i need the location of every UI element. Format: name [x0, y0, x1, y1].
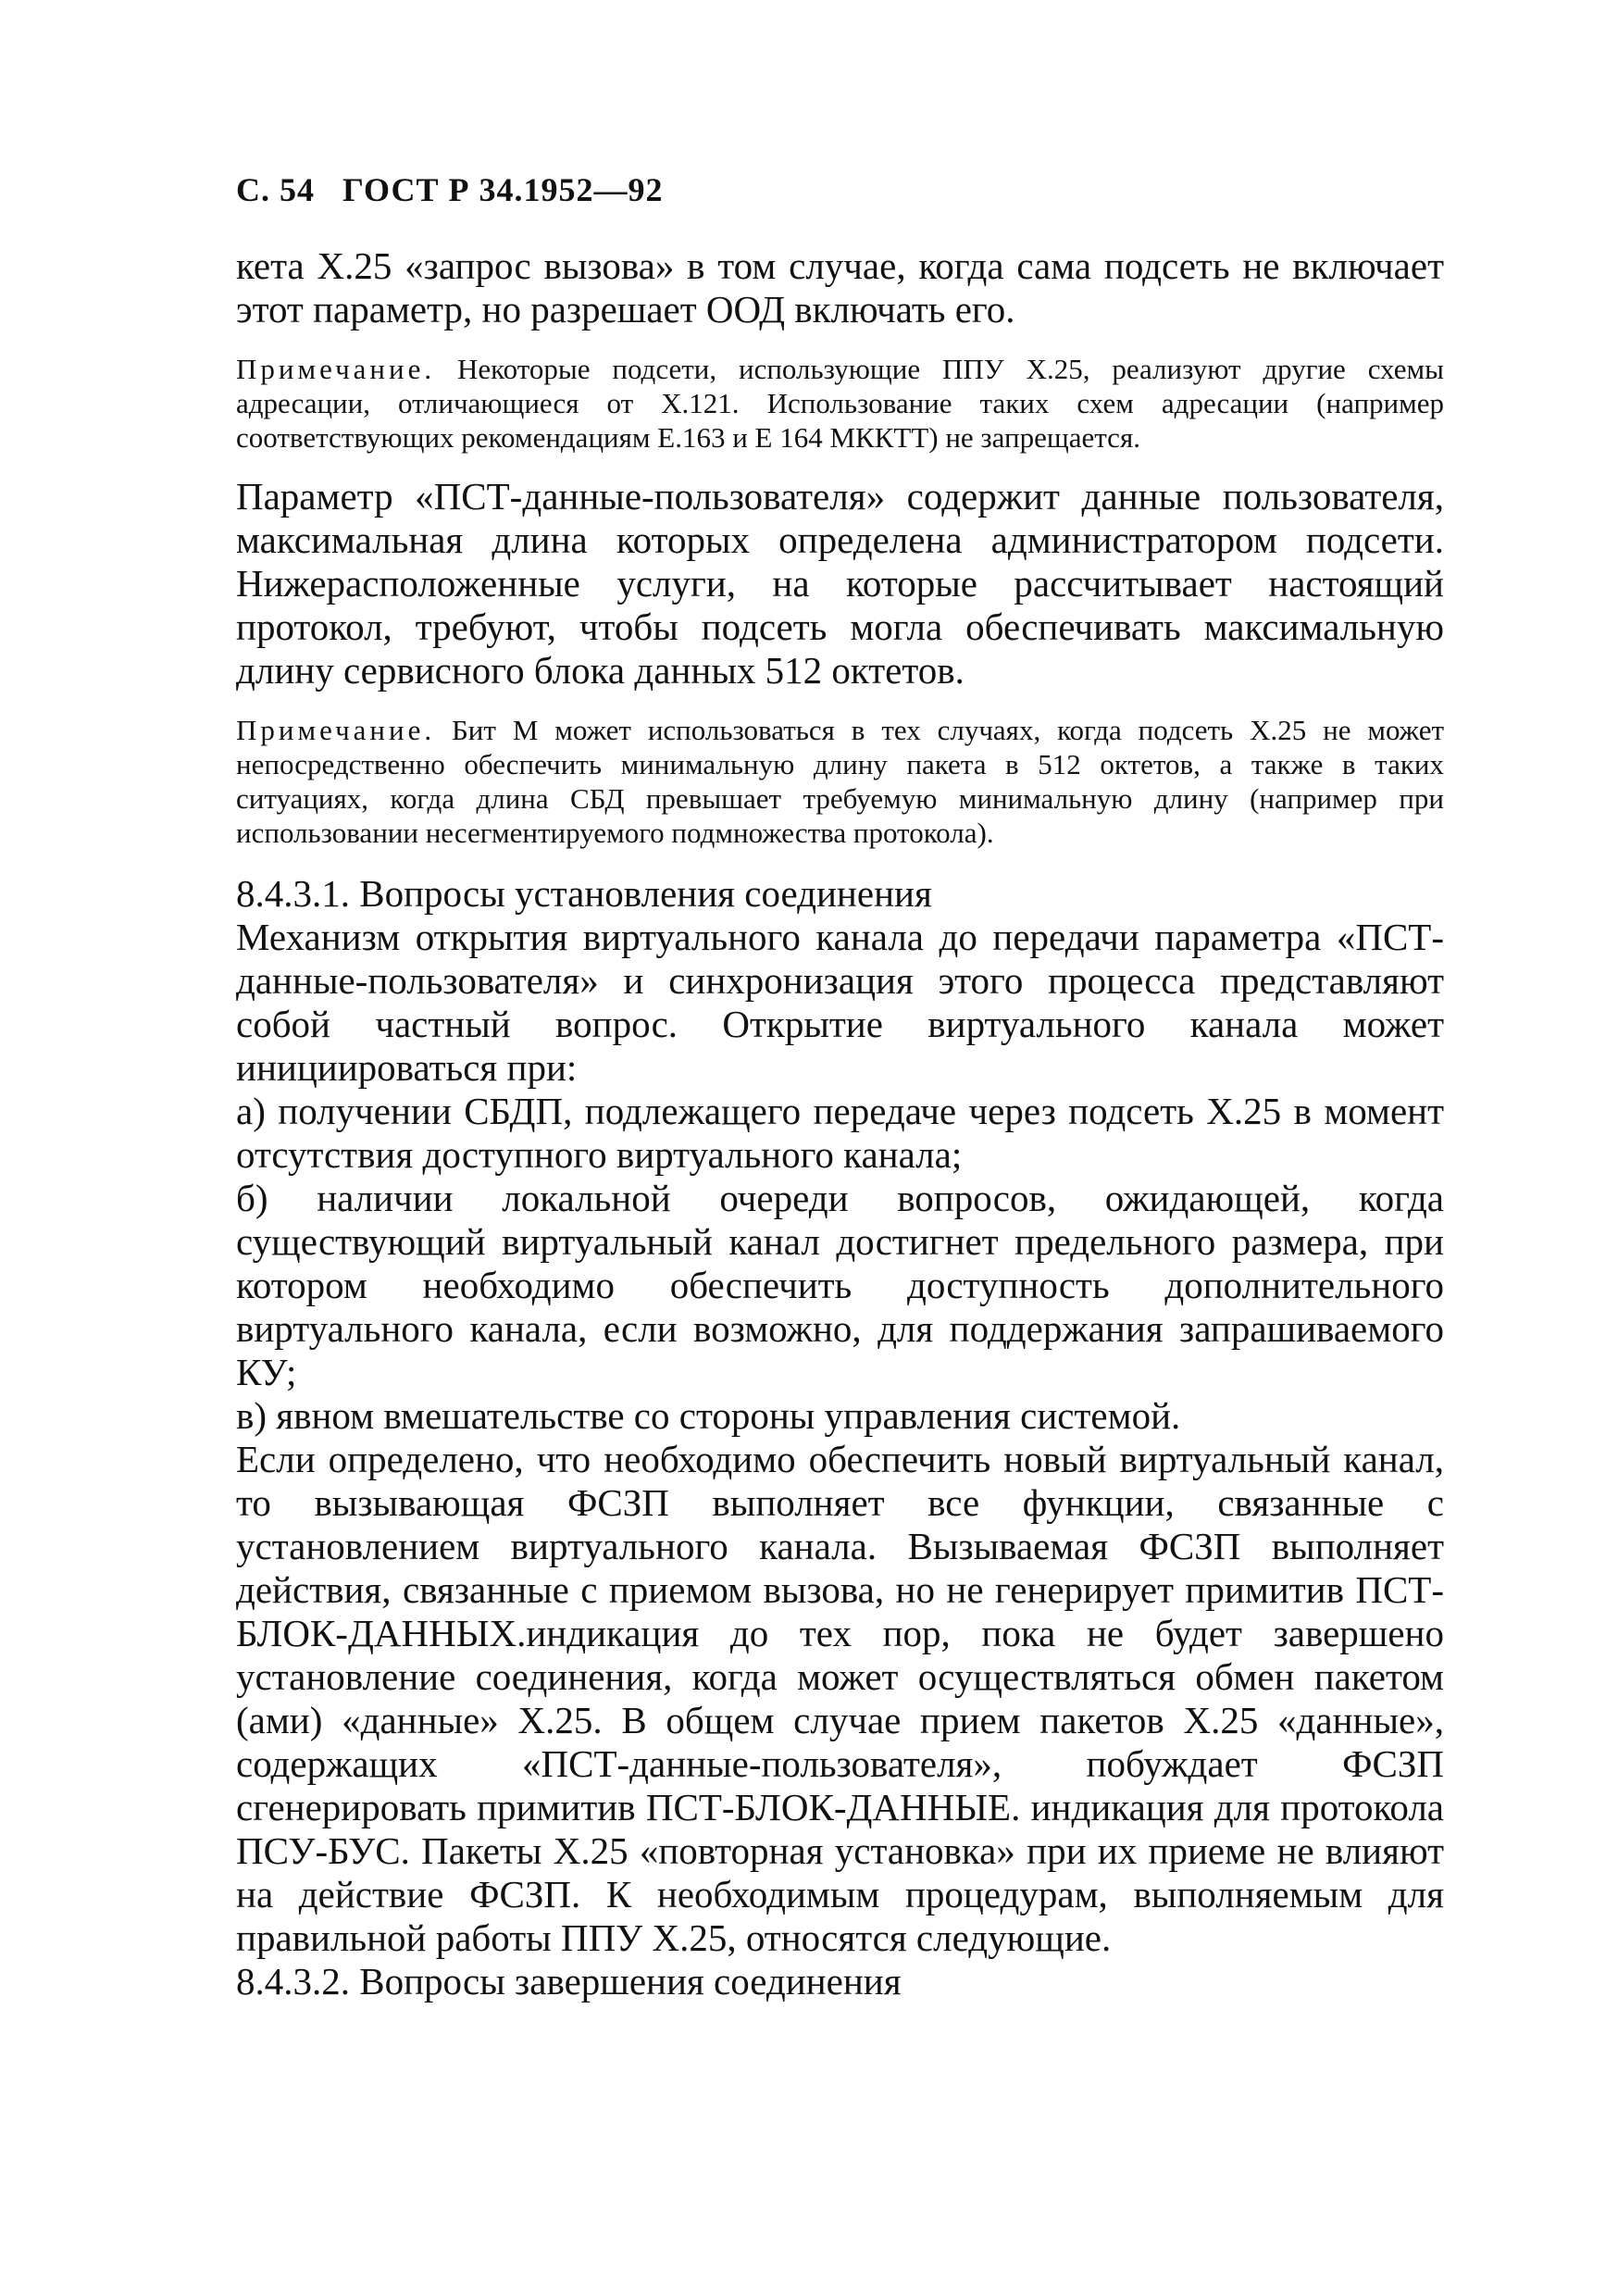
page-header [236, 167, 1444, 213]
paragraph-2: Параметр «ПСТ-данные-пользователя» содержит данные пользователя, максимальная длина которых определена администратором подсети. Нижерасположенные услуги, на которые рассчитывает настоящий протокол, требуют, чтобы подсеть могла обеспечивать максимальную длину сервисного блока данных 512 октетов. [236, 475, 1444, 692]
note-2-text: Бит М может использоваться в тех случаях, когда подсеть Х.25 не может непосредственно обеспечить минимальную длину пакета в 512 октетов, а также в таких ситуациях, когда длина СБД превышает требуемую минимальную длину (например при использовании несегментируемого подмножества протокола). [236, 714, 1444, 849]
paragraph-3: Механизм открытия виртуального канала до передачи параметра «ПСТ-данные-пользователя» и синхронизация этого процесса представляют собой частный вопрос. Открытие виртуального канала может инициироваться при: [236, 916, 1444, 1089]
note-1 [236, 352, 1444, 455]
list-item-a: а) получении СБДП, подлежащего передаче через подсеть Х.25 в момент отсутствия доступного виртуального канала; [236, 1090, 1444, 1176]
document-page [236, 167, 1444, 2003]
standard-title: ГОСТ Р 34.1952—92 [342, 171, 664, 208]
note-1-text: Некоторые подсети, использующие ППУ Х.25, реализуют другие схемы адресации, отличающиеся от Х.121. Использование таких схем адресации (например соответствующих рекомендациям Е.163 и Е 164 МККТТ) не запрещается. [236, 353, 1444, 454]
note-2-label: Примечание. [236, 714, 436, 746]
section-heading-8-4-3-2: 8.4.3.2. Вопросы завершения соединения [236, 1960, 902, 2003]
section-heading-8-4-3-1: 8.4.3.1. Вопросы установления соединения [236, 872, 932, 915]
paragraph-1: кета Х.25 «запрос вызова» в том случае, когда сама подсеть не включает этот параметр, но разрешает ООД включать его. [236, 244, 1444, 331]
list-item-b: б) наличии локальной очереди вопросов, ожидающей, когда существующий виртуальный канал достигнет предельного размера, при котором необходимо обеспечить доступность дополнительного виртуального канала, если возможно, для поддержания запрашиваемого КУ; [236, 1177, 1444, 1393]
note-1-label: Примечание. [236, 353, 436, 385]
page-number: С. 54 [236, 171, 315, 208]
list-item-c: в) явном вмешательстве со стороны управления системой. [236, 1394, 1181, 1437]
paragraph-4: Если определено, что необходимо обеспечить новый виртуальный канал, то вызывающая ФСЗП выполняет все функции, связанные с установлением виртуального канала. Вызываемая ФСЗП выполняет действия, связанные с приемом вызова, но не генерирует примитив ПСТ-БЛОК-ДАННЫХ.индикация до тех пор, пока не будет завершено установление соединения, когда может осуществляться обмен пакетом (ами) «данные» Х.25. В общем случае прием пакетов Х.25 «данные», содержащих «ПСТ-данные-пользователя», побуждает ФСЗП сгенерировать примитив ПСТ-БЛОК-ДАННЫЕ. индикация для протокола ПСУ-БУС. Пакеты Х.25 «повторная установка» при их приеме не влияют на действие ФСЗП. К необходимым процедурам, выполняемым для правильной работы ППУ Х.25, относятся следующие. [236, 1438, 1444, 1959]
note-2 [236, 713, 1444, 850]
